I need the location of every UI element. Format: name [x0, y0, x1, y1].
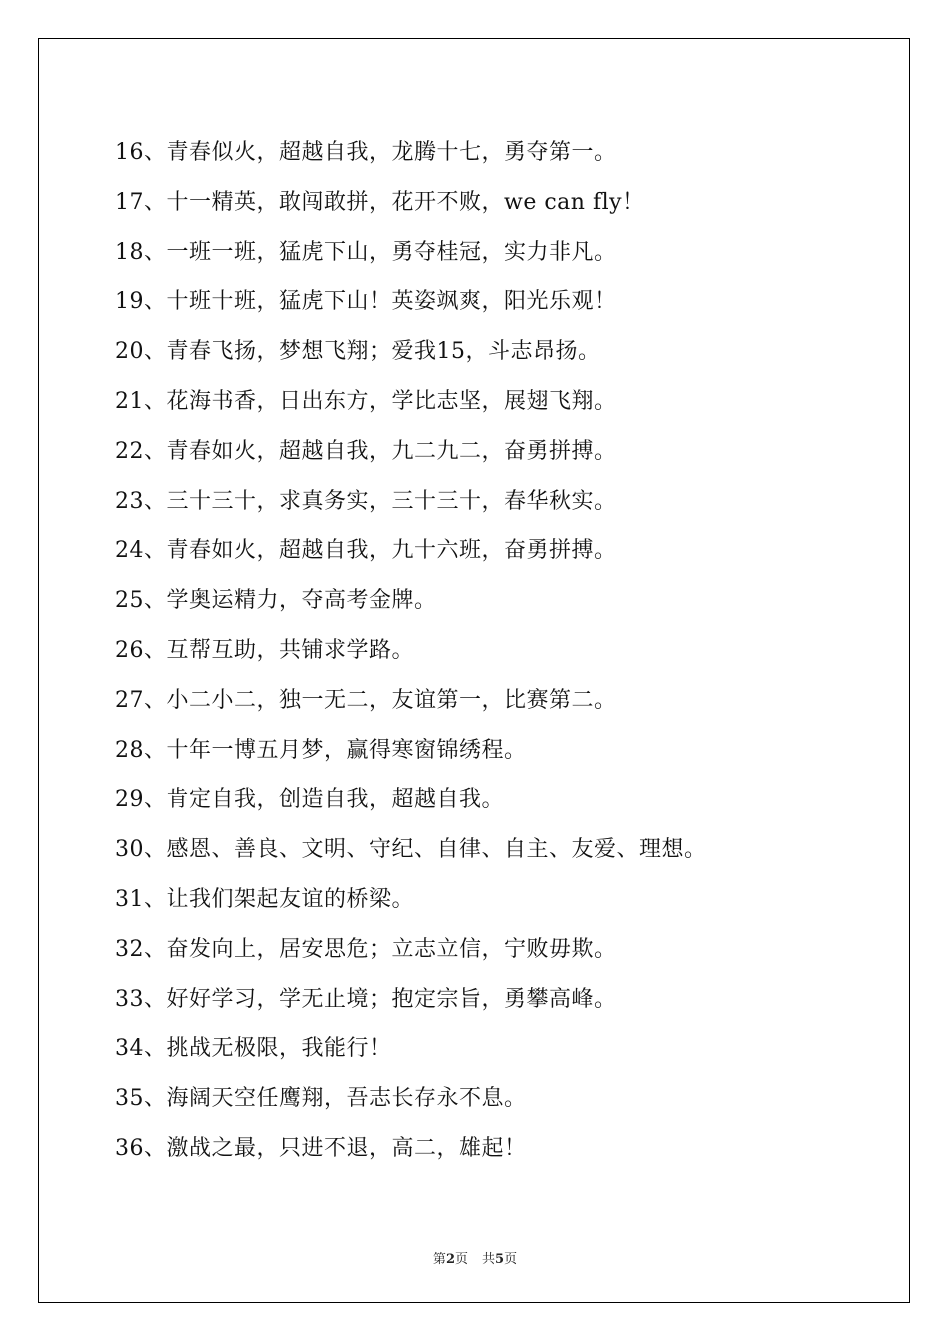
- slogan-line: 17、十一精英，敢闯敢拼，花开不败，we can fly！: [115, 189, 645, 215]
- page-suffix: 页: [454, 1252, 468, 1267]
- slogan-line: 25、学奥运精力，夺高考金牌。: [115, 588, 437, 614]
- slogan-line: 21、花海书香，日出东方，学比志坚，展翅飞翔。: [115, 388, 617, 414]
- page-footer: [0, 1248, 950, 1267]
- slogan-line: 19、十班十班，猛虎下山！英姿飒爽，阳光乐观！: [115, 289, 617, 315]
- current-page-number: 2: [445, 1252, 455, 1267]
- slogan-line: 33、好好学习，学无止境；抱定宗旨，勇攀高峰。: [115, 986, 617, 1012]
- slogan-line: 32、奋发向上，居安思危；立志立信，宁败毋欺。: [115, 936, 617, 962]
- total-prefix: 共: [482, 1252, 496, 1267]
- slogan-line: 18、一班一班，猛虎下山，勇夺桂冠，实力非凡。: [115, 239, 617, 265]
- total-page-number: 5: [495, 1252, 505, 1267]
- slogan-line: 34、挑战无极限，我能行！: [115, 1036, 392, 1062]
- slogan-line: 24、青春如火，超越自我，九十六班，奋勇拼搏。: [115, 538, 617, 564]
- slogan-list: [115, 128, 895, 1174]
- slogan-line: 31、让我们架起友谊的桥梁。: [115, 886, 414, 912]
- slogan-line: 29、肯定自我，创造自我，超越自我。: [115, 787, 504, 813]
- slogan-line: 16、青春似火，超越自我，龙腾十七，勇夺第一。: [115, 140, 617, 165]
- slogan-line: 28、十年一博五月梦，赢得寒窗锦绣程。: [115, 737, 527, 763]
- slogan-line: 22、青春如火，超越自我，九二九二，奋勇拼搏。: [115, 438, 617, 464]
- slogan-line: 26、互帮互助，共铺求学路。: [115, 637, 414, 663]
- slogan-line: 27、小二小二，独一无二，友谊第一，比赛第二。: [115, 687, 617, 713]
- total-suffix: 页: [504, 1252, 518, 1267]
- page-prefix: 第: [432, 1252, 446, 1267]
- slogan-line: 35、海阔天空任鹰翔，吾志长存永不息。: [115, 1086, 527, 1112]
- slogan-line: 36、激战之最，只进不退，高二，雄起！: [115, 1135, 527, 1161]
- slogan-line: 20、青春飞扬，梦想飞翔；爱我15，斗志昂扬。: [115, 339, 601, 365]
- slogan-line: 30、感恩、善良、文明、守纪、自律、自主、友爱、理想。: [115, 837, 707, 863]
- slogan-line: 23、三十三十，求真务实，三十三十，春华秋实。: [115, 488, 617, 514]
